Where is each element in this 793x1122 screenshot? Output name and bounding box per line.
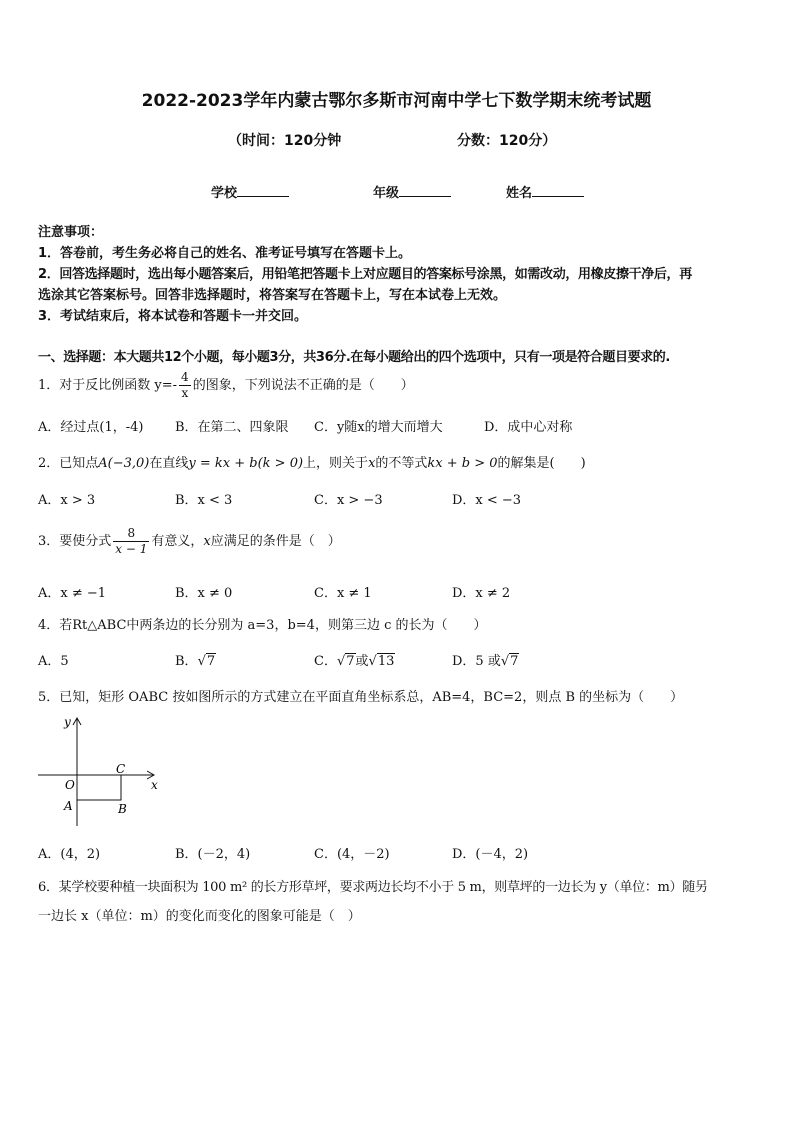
q5-option-c: C．(4，－2) bbox=[314, 847, 390, 862]
q5-option-b: B．(－2，4) bbox=[175, 847, 251, 862]
q2-text-3: 上，则关于 bbox=[303, 456, 369, 471]
school-label: 学校 bbox=[211, 186, 238, 201]
q2-text-4: 的不等式 bbox=[375, 456, 428, 471]
q2-option-a: A．x > 3 bbox=[38, 493, 96, 508]
q2-option-c: C．x > −3 bbox=[314, 493, 383, 508]
q4-option-b-label: B． bbox=[175, 654, 198, 669]
q3-option-a: A．x ≠ −1 bbox=[38, 586, 107, 601]
page-title: 2022-2023学年内蒙古鄂尔多斯市河南中学七下数学期末统考试题 bbox=[141, 91, 652, 111]
q2-math-point: A(−3,0) bbox=[98, 456, 150, 471]
q4-option-c: C．√7或√13 bbox=[314, 654, 395, 669]
q1-option-d: D．成中心对称 bbox=[484, 420, 573, 435]
q3-math-x: x bbox=[203, 534, 211, 549]
school-field bbox=[211, 182, 289, 201]
q3-option-d: D．x ≠ 2 bbox=[452, 586, 511, 601]
q3-option-b: B．x ≠ 0 bbox=[175, 586, 233, 601]
question-3 bbox=[38, 526, 341, 557]
q2-text-2: 在直线 bbox=[149, 456, 189, 471]
q3-stem-mid: 有意义， bbox=[151, 534, 204, 549]
q5-coordinate-figure bbox=[34, 712, 164, 828]
q1-fraction-num: 4 bbox=[181, 370, 189, 384]
exam-score: 分数：120分） bbox=[457, 133, 557, 149]
section-heading: 一、选择题：本大题共12个小题，每小题3分，共36分.在每小题给出的四个选项中，只有一项是符合题目要求的. bbox=[38, 350, 670, 365]
x-axis-label: x bbox=[151, 778, 158, 792]
school-blank bbox=[237, 184, 289, 197]
q3-fraction-num: 8 bbox=[113, 526, 149, 542]
q3-stem-post: 应满足的条件是（ ） bbox=[210, 534, 341, 549]
grade-label: 年级 bbox=[373, 186, 400, 201]
point-b-label: B bbox=[118, 802, 127, 816]
rectangle-oabc bbox=[77, 775, 121, 800]
q3-fraction-den: x − 1 bbox=[115, 542, 148, 556]
q4-option-b-radicand: 7 bbox=[206, 654, 216, 669]
q3-option-c: C．x ≠ 1 bbox=[314, 586, 372, 601]
q4-option-d: D．5 或√7 bbox=[452, 654, 519, 669]
q1-fraction-den: x bbox=[181, 386, 189, 400]
q1-stem-pre: 1．对于反比例函数 y=- bbox=[38, 378, 178, 393]
q2-option-b: B．x < 3 bbox=[175, 493, 233, 508]
exam-time: （时间：120分钟 bbox=[228, 133, 342, 149]
q1-option-b: B．在第二、四象限 bbox=[175, 420, 289, 435]
notes-heading: 注意事项： bbox=[38, 225, 104, 240]
q5-option-d: D．(－4，2) bbox=[452, 847, 529, 862]
question-2 bbox=[38, 452, 586, 471]
q1-stem-post: 的图象，下列说法不正确的是（ ） bbox=[192, 378, 414, 393]
question-4: 4．若Rt△ABC中两条边的长分别为 a=3，b=4，则第三边 c 的长为（ ） bbox=[38, 618, 487, 633]
q4-option-c-radicand-1: 7 bbox=[346, 654, 355, 669]
question-5: 5．已知，矩形 OABC 按如图所示的方式建立在平面直角坐标系总，AB=4，BC=2，则点 B 的坐标为（ ） bbox=[38, 690, 684, 705]
q2-option-d: D．x < −3 bbox=[452, 493, 522, 508]
q2-text-5: 的解集是( ) bbox=[497, 456, 586, 471]
q4-option-d-label: D．5 或 bbox=[452, 654, 501, 669]
q1-fraction bbox=[179, 370, 191, 401]
question-1 bbox=[38, 370, 414, 401]
q2-text-1: 2．已知点 bbox=[38, 456, 99, 471]
q3-stem-pre: 3．要使分式 bbox=[38, 534, 112, 549]
q4-option-a: A．5 bbox=[38, 654, 69, 669]
q3-fraction bbox=[113, 526, 149, 557]
note-line-2b: 选涂其它答案标号。回答非选择题时，将答案写在答题卡上，写在本试卷上无效。 bbox=[38, 288, 507, 303]
name-label: 姓名 bbox=[506, 186, 533, 201]
q1-option-a: A．经过点(1，-4) bbox=[38, 420, 144, 435]
point-o-label: O bbox=[65, 778, 75, 792]
q4-option-c-or: 或 bbox=[355, 654, 369, 669]
point-a-label: A bbox=[64, 799, 73, 813]
note-line-3: 3．考试结束后，将本试卷和答题卡一并交回。 bbox=[38, 309, 308, 324]
note-line-2a: 2．回答选择题时，选出每小题答案后，用铅笔把答题卡上对应题目的答案标号涂黑，如需改动，用橡皮擦干净后，再 bbox=[38, 267, 692, 282]
y-axis-label: y bbox=[64, 715, 71, 729]
q4-option-d-radicand: 7 bbox=[510, 654, 519, 669]
q4-option-b: B．√7 bbox=[175, 654, 216, 669]
q5-option-a: A．(4，2) bbox=[38, 847, 101, 862]
q4-option-c-label: C． bbox=[314, 654, 337, 669]
grade-blank bbox=[399, 184, 451, 197]
q2-math-x: x bbox=[368, 456, 376, 471]
q2-math-line: y = kx + b(k > 0) bbox=[188, 456, 304, 471]
question-6-line-2: 一边长 x（单位：m）的变化而变化的图象可能是（ ） bbox=[38, 909, 361, 924]
q2-math-ineq: kx + b > 0 bbox=[427, 456, 498, 471]
q1-option-c: C．y随x的增大而增大 bbox=[314, 420, 443, 435]
question-6-line-1: 6．某学校要种植一块面积为 100 m² 的长方形草坪，要求两边长均不小于 5 m，则草坪的一边长为 y（单位：m）随另 bbox=[38, 880, 708, 895]
note-line-1: 1．答卷前，考生务必将自己的姓名、准考证号填写在答题卡上。 bbox=[38, 246, 412, 261]
point-c-label: C bbox=[116, 762, 126, 776]
name-field bbox=[506, 182, 584, 201]
grade-field bbox=[373, 182, 451, 201]
q4-option-c-radicand-2: 13 bbox=[377, 654, 395, 669]
name-blank bbox=[532, 184, 584, 197]
